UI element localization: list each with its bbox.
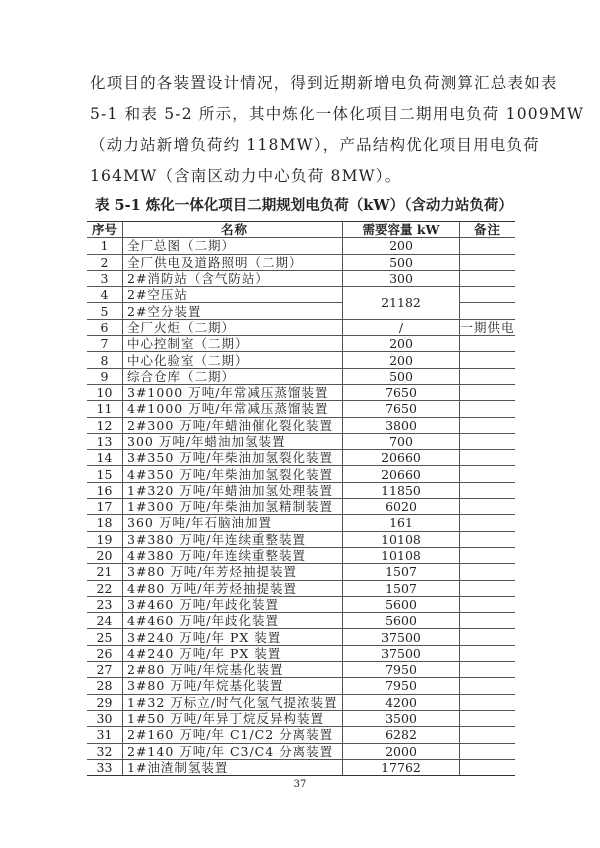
row-note (460, 433, 516, 449)
table-row (87, 450, 515, 466)
row-capacity: 200 (343, 336, 460, 352)
row-name: 3#240 万吨/年 PX 装置 (123, 629, 343, 645)
row-name: 3#460 万吨/年歧化装置 (123, 596, 343, 612)
row-number: 16 (87, 482, 123, 498)
row-number: 29 (87, 694, 123, 710)
row-note (460, 531, 516, 547)
paragraph-line: 化项目的各装置设计情况，得到近期新增电负荷测算汇总表如表 (90, 74, 558, 92)
row-note (460, 596, 516, 612)
row-capacity: 5600 (343, 613, 460, 629)
table-row (87, 580, 515, 596)
table-row (87, 238, 515, 254)
row-capacity: 7650 (343, 401, 460, 417)
table-row (87, 336, 515, 352)
row-note (460, 352, 516, 368)
row-capacity: 161 (343, 515, 460, 531)
table-row (87, 417, 515, 433)
row-number: 11 (87, 401, 123, 417)
row-name: 3#350 万吨/年柴油加氢裂化装置 (123, 450, 343, 466)
row-capacity: 4200 (343, 694, 460, 710)
paragraph-line: 164MW（含南区动力中心负荷 8MW）。 (90, 167, 402, 185)
table-row (87, 743, 515, 759)
row-note (460, 466, 516, 482)
header-note: 备注 (460, 222, 516, 238)
row-name: 4#1000 万吨/年常减压蒸馏装置 (123, 401, 343, 417)
row-note (460, 710, 516, 726)
row-note (460, 238, 516, 254)
row-name: 3#80 万吨/年芳烃抽提装置 (123, 564, 343, 580)
row-name: 综合仓库（二期） (123, 368, 343, 384)
row-capacity: 6282 (343, 727, 460, 743)
row-name: 中心控制室（二期） (123, 336, 343, 352)
row-number: 21 (87, 564, 123, 580)
row-note (460, 515, 516, 531)
row-number: 23 (87, 596, 123, 612)
row-number: 6 (87, 319, 123, 335)
row-capacity: 500 (343, 254, 460, 270)
page-number: 37 (293, 779, 307, 790)
row-name: 1#300 万吨/年柴油加氢精制装置 (123, 499, 343, 515)
row-note (460, 499, 516, 515)
row-note (460, 629, 516, 645)
table-row (87, 384, 515, 400)
row-number: 15 (87, 466, 123, 482)
row-capacity: 10108 (343, 547, 460, 563)
row-name: 2#140 万吨/年 C3/C4 分离装置 (123, 743, 343, 759)
header-no: 序号 (87, 222, 123, 238)
table-row (87, 352, 515, 368)
body-paragraph (90, 68, 585, 192)
row-capacity: 1507 (343, 580, 460, 596)
row-capacity: 37500 (343, 629, 460, 645)
table-row (87, 368, 515, 384)
table-row (87, 270, 515, 286)
table-row (87, 547, 515, 563)
row-number: 1 (87, 238, 123, 254)
row-note (460, 613, 516, 629)
row-number: 8 (87, 352, 123, 368)
row-number: 12 (87, 417, 123, 433)
row-number: 14 (87, 450, 123, 466)
table-row (87, 694, 515, 710)
row-note (460, 287, 516, 303)
row-name: 3#380 万吨/年连续重整装置 (123, 531, 343, 547)
row-number: 26 (87, 645, 123, 661)
row-name: 4#240 万吨/年 PX 装置 (123, 645, 343, 661)
row-capacity: 17762 (343, 759, 460, 775)
row-capacity: 300 (343, 270, 460, 286)
row-name: 2#空压站 (123, 287, 343, 303)
row-note (460, 336, 516, 352)
paragraph-line: 5-1 和表 5-2 所示，其中炼化一体化项目二期用电负荷 1009MW (90, 105, 585, 123)
table-row (87, 466, 515, 482)
table-row (87, 629, 515, 645)
row-note (460, 580, 516, 596)
row-name: 4#460 万吨/年歧化装置 (123, 613, 343, 629)
row-note (460, 564, 516, 580)
row-number: 10 (87, 384, 123, 400)
row-number: 28 (87, 678, 123, 694)
row-number: 24 (87, 613, 123, 629)
row-capacity: 37500 (343, 645, 460, 661)
table-row (87, 433, 515, 449)
table-row (87, 319, 515, 335)
row-capacity: 10108 (343, 531, 460, 547)
row-number: 5 (87, 303, 123, 319)
row-name: 全厂供电及道路照明（二期） (123, 254, 343, 270)
row-note (460, 743, 516, 759)
table-row (87, 613, 515, 629)
row-note (460, 270, 516, 286)
row-number: 25 (87, 629, 123, 645)
row-note (460, 254, 516, 270)
row-capacity: 7650 (343, 384, 460, 400)
row-note (460, 450, 516, 466)
row-note (460, 303, 516, 319)
table-row (87, 531, 515, 547)
row-name: 2#消防站（含气防站） (123, 270, 343, 286)
row-capacity: 200 (343, 238, 460, 254)
header-capacity: 需要容量 kW (343, 222, 460, 238)
row-name: 2#160 万吨/年 C1/C2 分离装置 (123, 727, 343, 743)
row-number: 30 (87, 710, 123, 726)
row-name: 1#油渣制氢装置 (123, 759, 343, 775)
row-capacity: 3800 (343, 417, 460, 433)
row-note (460, 482, 516, 498)
row-number: 27 (87, 662, 123, 678)
row-name: 3#1000 万吨/年常减压蒸馏装置 (123, 384, 343, 400)
header-name: 名称 (123, 222, 343, 238)
row-number: 33 (87, 759, 123, 775)
row-capacity: 200 (343, 352, 460, 368)
row-name: 1#50 万吨/年异丁烷反异构装置 (123, 710, 343, 726)
table-row (87, 759, 515, 775)
row-number: 17 (87, 499, 123, 515)
table-row (87, 515, 515, 531)
row-note (460, 368, 516, 384)
load-table (87, 221, 515, 776)
row-capacity: 11850 (343, 482, 460, 498)
row-name: 全厂火炬（二期） (123, 319, 343, 335)
row-note (460, 662, 516, 678)
table-row (87, 596, 515, 612)
row-note (460, 678, 516, 694)
row-name: 360 万吨/年石脑油加置 (123, 515, 343, 531)
table-row (87, 499, 515, 515)
row-name: 4#80 万吨/年芳烃抽提装置 (123, 580, 343, 596)
row-capacity: 7950 (343, 678, 460, 694)
table-header-row (87, 222, 515, 238)
row-name: 4#350 万吨/年柴油加氢裂化装置 (123, 466, 343, 482)
table-row (87, 645, 515, 661)
row-number: 32 (87, 743, 123, 759)
row-note (460, 759, 516, 775)
row-name: 全厂总图（二期） (123, 238, 343, 254)
row-name: 3#80 万吨/年烷基化装置 (123, 678, 343, 694)
row-capacity: 2000 (343, 743, 460, 759)
table-row (87, 710, 515, 726)
table-row (87, 564, 515, 580)
row-capacity: 20660 (343, 450, 460, 466)
paragraph-line: （动力站新增负荷约 118MW），产品结构优化项目用电负荷 (90, 136, 540, 154)
row-name: 2#空分装置 (123, 303, 343, 319)
row-note: 一期供电 (460, 319, 515, 335)
row-capacity: 1507 (343, 564, 460, 580)
row-capacity: 6020 (343, 499, 460, 515)
row-note (460, 547, 516, 563)
table-row (87, 287, 515, 303)
row-name: 300 万吨/年蜡油加氢装置 (123, 433, 343, 449)
row-number: 18 (87, 515, 123, 531)
row-number: 7 (87, 336, 123, 352)
table-row (87, 254, 515, 270)
row-capacity: 21182 (343, 287, 460, 320)
row-capacity: / (343, 319, 460, 335)
row-note (460, 401, 516, 417)
row-capacity: 500 (343, 368, 460, 384)
row-name: 2#300 万吨/年蜡油催化裂化装置 (123, 417, 343, 433)
row-number: 22 (87, 580, 123, 596)
row-note (460, 727, 516, 743)
row-number: 19 (87, 531, 123, 547)
table-row (87, 482, 515, 498)
table-title: 表 5-1 炼化一体化项目二期规划电负荷（kW）（含动力站负荷） (95, 197, 513, 214)
row-number: 9 (87, 368, 123, 384)
row-capacity: 5600 (343, 596, 460, 612)
table-row (87, 678, 515, 694)
row-note (460, 694, 516, 710)
row-name: 1#320 万吨/年蜡油加氢处理装置 (123, 482, 343, 498)
row-number: 2 (87, 254, 123, 270)
row-number: 3 (87, 270, 123, 286)
row-capacity: 7950 (343, 662, 460, 678)
row-note (460, 417, 516, 433)
row-name: 4#380 万吨/年连续重整装置 (123, 547, 343, 563)
row-note (460, 645, 516, 661)
table-row (87, 727, 515, 743)
row-name: 1#32 万标立/时气化氢气提浓装置 (123, 694, 343, 710)
row-number: 4 (87, 287, 123, 303)
row-name: 中心化验室（二期） (123, 352, 343, 368)
row-name: 2#80 万吨/年烷基化装置 (123, 662, 343, 678)
row-number: 31 (87, 727, 123, 743)
row-capacity: 700 (343, 433, 460, 449)
row-number: 20 (87, 547, 123, 563)
row-capacity: 20660 (343, 466, 460, 482)
table-row (87, 401, 515, 417)
row-note (460, 384, 516, 400)
row-number: 13 (87, 433, 123, 449)
table-row (87, 662, 515, 678)
row-capacity: 3500 (343, 710, 460, 726)
